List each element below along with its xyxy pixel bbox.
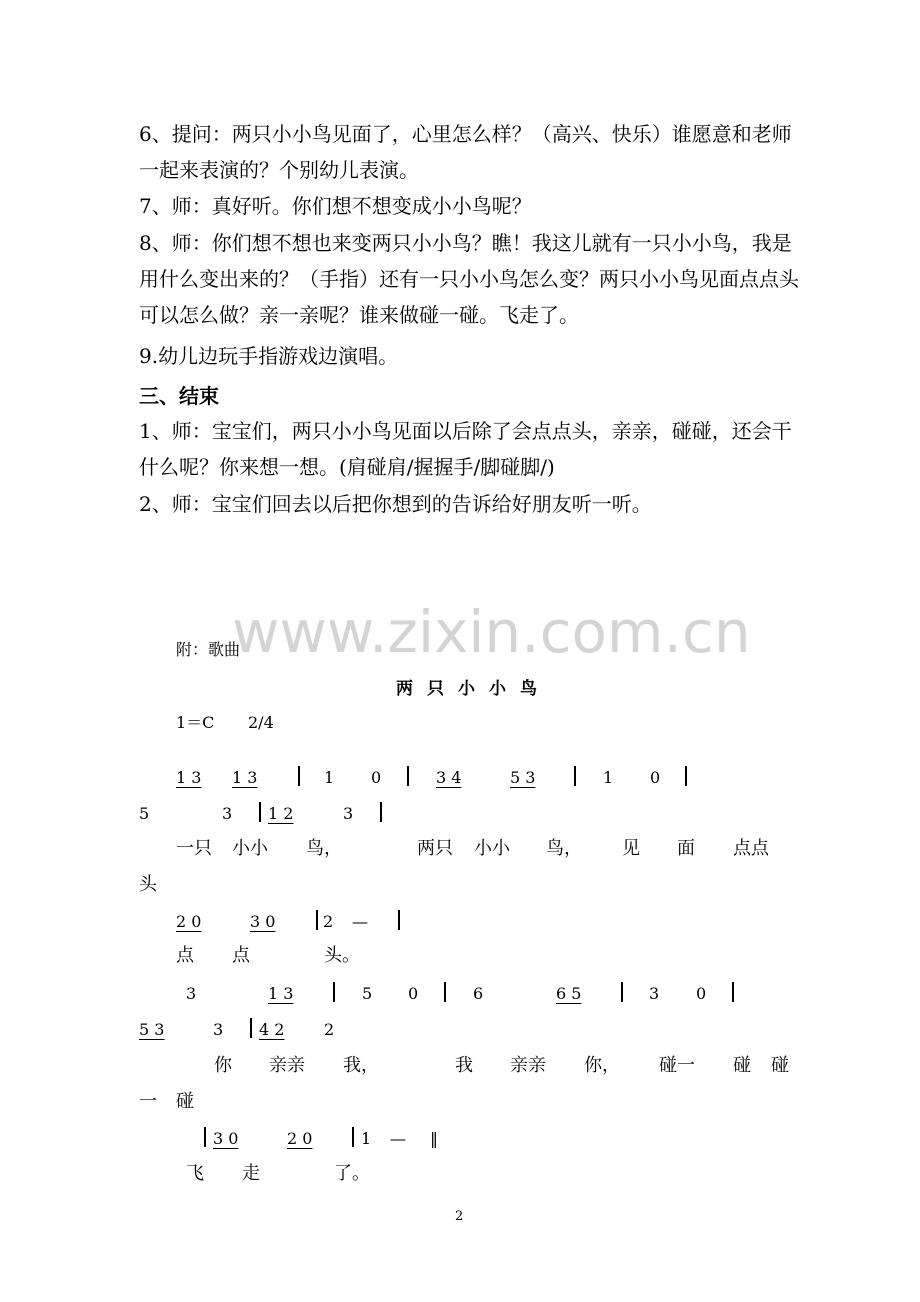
lyric: 你，: [584, 1055, 620, 1076]
lyric: 小小: [232, 838, 268, 859]
paragraph-7: 7、师：真好听。你们想不想变成小小鸟呢？: [139, 194, 532, 218]
lyric: 碰: [771, 1055, 789, 1076]
lyric: 点: [176, 945, 194, 966]
note: 0: [371, 768, 382, 787]
lyric: 一只: [176, 838, 212, 859]
bar-line: [204, 1127, 206, 1147]
note-group: 2 0: [287, 1129, 313, 1148]
note: 1: [324, 768, 335, 787]
lyric: 亲亲: [269, 1055, 305, 1076]
lyric: 两只: [417, 838, 453, 859]
section-heading-end: 三、结束: [139, 384, 219, 408]
note-group: 6 5: [556, 984, 582, 1003]
note-group: 3 4: [436, 768, 462, 787]
lyric: 小小: [474, 838, 510, 859]
lyric: 鸟，: [546, 838, 582, 859]
note: 0: [650, 768, 661, 787]
lyric: 碰: [176, 1091, 194, 1112]
lyric: 碰一: [659, 1055, 695, 1076]
lyric: 了。: [334, 1163, 370, 1184]
watermark: www.zixin.com.cn: [232, 598, 751, 666]
lyric: 见: [622, 838, 640, 859]
bar-line: [685, 766, 687, 786]
paragraph-end-2: 2、师：宝宝们回去以后把你想到的告诉给好朋友听一听。: [139, 492, 652, 516]
paragraph-9: 9.幼儿边玩手指游戏边演唱。: [139, 344, 399, 368]
bar-line: [398, 910, 400, 930]
bar-line: [352, 1127, 354, 1147]
note: 2: [324, 1020, 335, 1039]
note: 1: [603, 768, 614, 787]
note: 2: [323, 912, 334, 931]
final-barline: ‖: [430, 1129, 438, 1148]
bar-line: [259, 802, 261, 822]
bar-line: [316, 910, 318, 930]
note-group: 5 3: [139, 1020, 165, 1039]
note-group: 3 0: [213, 1129, 239, 1148]
note: 0: [696, 984, 707, 1003]
lyric: 点点: [733, 838, 769, 859]
lyric: 点: [232, 945, 250, 966]
lyric: 鸟，: [306, 838, 342, 859]
lyric: 飞: [186, 1163, 204, 1184]
lyric: 面: [677, 838, 695, 859]
song-title: 两只小小鸟: [396, 679, 551, 699]
lyric: 亲亲: [510, 1055, 546, 1076]
lyric: 头: [139, 874, 157, 895]
bar-line: [250, 1018, 252, 1038]
bar-line: [621, 982, 623, 1002]
note: 6: [473, 984, 484, 1003]
bar-line: [574, 766, 576, 786]
bar-line: [732, 982, 734, 1002]
note: 3: [222, 804, 233, 823]
bar-line: [380, 802, 382, 822]
note-group: 5 3: [510, 768, 536, 787]
note-group: 3 0: [250, 912, 276, 931]
note: 5: [139, 804, 150, 823]
lyric: 走: [242, 1163, 260, 1184]
bar-line: [407, 766, 409, 786]
song-meter: 2/4: [248, 713, 274, 732]
note: 5: [362, 984, 373, 1003]
song-key: 1＝C: [176, 713, 215, 732]
note-dash: —: [352, 912, 368, 931]
lyric: 我，: [343, 1055, 379, 1076]
note-group: 4 2: [259, 1020, 285, 1039]
paragraph-end-1: 1、师：宝宝们，两只小小鸟见面以后除了会点点头，亲亲，碰碰，还会干什么呢？你来想一想。(肩碰肩/握握手/脚碰脚/): [139, 419, 792, 479]
bar-line: [444, 982, 446, 1002]
page-number: 2: [455, 1209, 464, 1224]
bar-line: [298, 766, 300, 786]
bar-line: [333, 982, 335, 1002]
lyric: 我: [455, 1055, 473, 1076]
note: 0: [408, 984, 419, 1003]
note-dash: —: [390, 1129, 406, 1148]
lyric: 一: [139, 1091, 157, 1112]
paragraph-6: 6、提问：两只小小鸟见面了，心里怎么样？（高兴、快乐）谁愿意和老师一起来表演的？个别幼儿表演。: [139, 122, 792, 182]
note-group: 1 2: [268, 804, 294, 823]
lyric: 你: [214, 1055, 232, 1076]
note-group: 1 3: [176, 768, 202, 787]
note: 1: [361, 1129, 372, 1148]
note: 3: [649, 984, 660, 1003]
note: 3: [186, 984, 197, 1003]
note: 3: [213, 1020, 224, 1039]
note: 3: [343, 804, 354, 823]
lyric: 碰: [733, 1055, 751, 1076]
note-group: 1 3: [232, 768, 258, 787]
appendix-label: 附：歌曲: [176, 640, 241, 659]
paragraph-8: 8、师：你们想不想也来变两只小小鸟？瞧！我这儿就有一只小小鸟，我是用什么变出来的？（手指）还有一只小小鸟怎么变？两只小小鸟见面点点头可以怎么做？亲一亲呢？谁来做碰一碰。飞走了。: [139, 231, 799, 327]
note-group: 2 0: [176, 912, 202, 931]
lyric: 头。: [324, 945, 360, 966]
note-group: 1 3: [268, 984, 294, 1003]
